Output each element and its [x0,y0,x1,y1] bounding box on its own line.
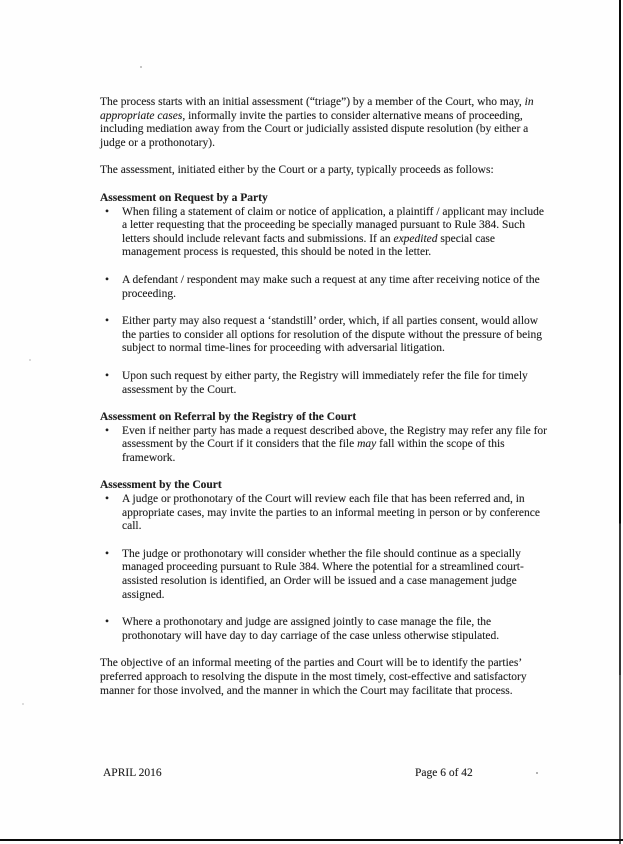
scan-speck [140,66,142,68]
bullet-item: • A judge or prothonotary of the Court will review each file that has been referred and, in appropriate cases, may invite the parties to an informal meeting in person or by conference call. [122,493,549,534]
document-body [100,96,549,712]
section-heading-referral-by-registry: Assessment on Referral by the Registry of the Court [100,411,357,424]
scan-edge-line-right [619,0,621,844]
bullet-item: • A defendant / respondent may make such a request at any time after receiving notice of the proceeding. [122,274,549,301]
bullet-item: • Even if neither party has made a request described above, the Registry may refer any file for assessment by the Court if it considers that the file may fall within the scope of this framework. [122,425,549,466]
bullet-list-referral-by-registry [100,425,549,466]
section-heading-assessment-by-court: Assessment by the Court [100,479,222,492]
intro-paragraph-1: The process starts with an initial assessment (“triage”) by a member of the Court, who may, in appropriate cases, informally invite the parties to consider alternative means of proceeding, including mediation away from the Court or judicially assisted dispute resolution (by either a judge or a prothonotary). [100,96,534,149]
bullet-list-assessment-by-court [100,493,549,643]
scan-speck [29,359,31,361]
section-heading-request-by-party: Assessment on Request by a Party [100,191,268,204]
intro-paragraph-2: The assessment, initiated either by the Court or a party, typically proceeds as follows: [100,164,494,177]
scan-speck [536,772,538,774]
scan-speck [22,703,24,705]
scan-edge-line-bottom [0,839,623,842]
bullet-item: • Where a prothonotary and judge are assigned jointly to case manage the file, the prothonotary will have day to day carriage of the case unless otherwise stipulated. [122,616,549,643]
bullet-item: • When filing a statement of claim or notice of application, a plaintiff / applicant may include a letter requesting that the proceeding be specially managed pursuant to Rule 384. Such letters should include relevant facts and submissions. If an expedited special case management process is requested, this should be noted in the letter. [122,206,549,260]
bullet-item: • Upon such request by either party, the Registry will immediately refer the file for timely assessment by the Court. [122,370,549,397]
bullet-item: • The judge or prothonotary will consider whether the file should continue as a specially managed proceeding pursuant to Rule 384. Where the potential for a streamlined court-assisted resolution is identified, an Order will be issued and a case management judge assigned. [122,548,549,602]
closing-paragraph: The objective of an informal meeting of the parties and Court will be to identify the parties’ preferred approach to resolving the dispute in the most timely, cost-effective and satisfactory manner for those involved, and the manner in which the Court may facilitate that process. [100,657,527,697]
bullet-list-request-by-party [100,206,549,398]
footer-page-number: Page 6 of 42 [415,767,473,779]
footer-date: APRIL 2016 [103,767,162,779]
bullet-item: • Either party may also request a ‘standstill’ order, which, if all parties consent, would allow the parties to consider all options for resolution of the dispute without the pressure of being subject to normal time-lines for proceeding with adversarial litigation. [122,315,549,356]
